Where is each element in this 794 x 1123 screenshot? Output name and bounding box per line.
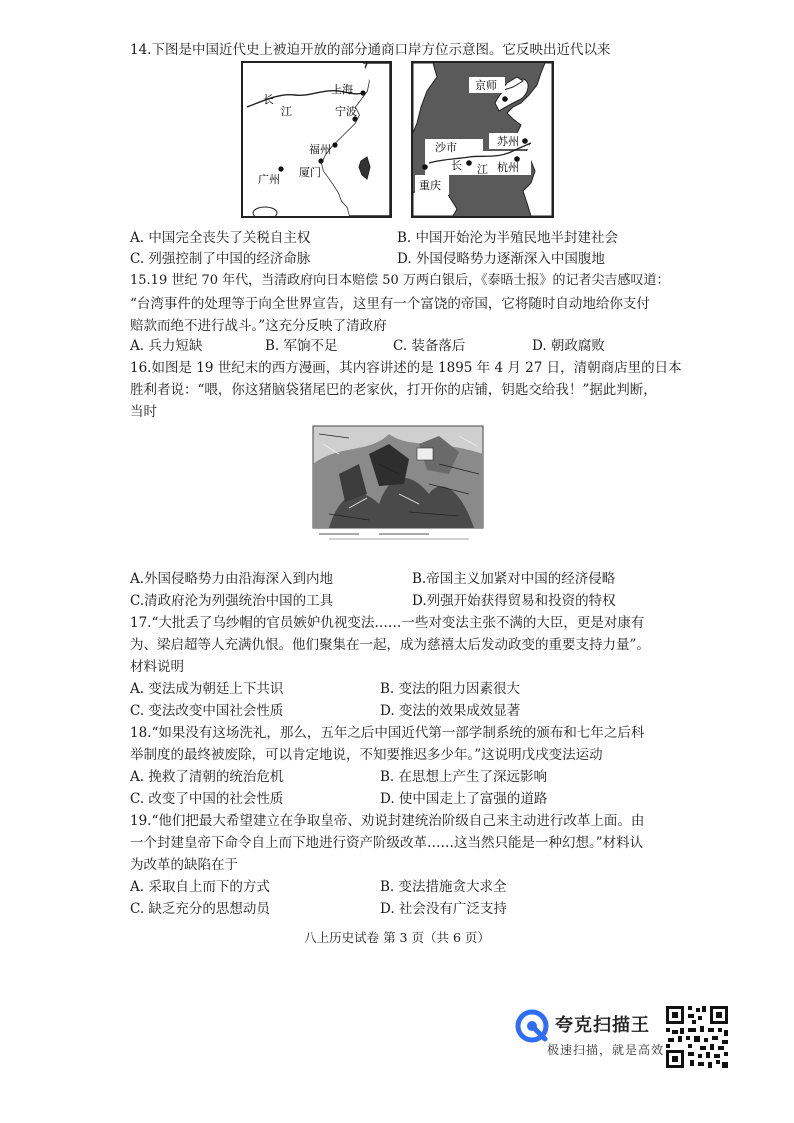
scanner-slogan: 极速扫描，就是高效: [547, 1043, 665, 1057]
q14-option-d[interactable]: D. 外国侵略势力逐渐深入中国腹地: [397, 251, 605, 267]
map-coastal-ports: [241, 61, 392, 218]
q16-line-2: 胜利者说：“喂，你这猪脑袋猪尾巴的老家伙，打开你的店铺，钥匙交给我！”据此判断，: [130, 382, 657, 398]
q15-line-2: “台湾事件的处理等于向全世界宣告，这里有一个富饶的帝国，它将随时自动地给你支付: [130, 296, 650, 312]
map2-label-shashi: 沙市: [435, 141, 457, 154]
map1-label-guangzhou: 广州: [258, 173, 280, 186]
q14-option-a[interactable]: A. 中国完全丧失了关税自主权: [130, 230, 311, 246]
scanner-watermark: [515, 1005, 665, 1070]
q19-line-3: 为改革的缺陷在于: [130, 857, 238, 873]
q17-option-d[interactable]: D. 变法的效果成效显著: [380, 703, 521, 719]
q17-line-2: 为、梁启超等人充满仇恨。他们聚集在一起，成为慈禧太后发动政变的重要支持力量”。: [130, 637, 650, 653]
q17-option-a[interactable]: A. 变法成为朝廷上下共识: [130, 681, 284, 697]
map1-label-ningbo: 宁波: [335, 105, 357, 118]
scanner-logo-icon: [515, 1009, 549, 1043]
q15-line-1: 15.19 世纪 70 年代，当清政府向日本赔偿 50 万两白银后，《泰晤士报》的记者尖吉感叹道：: [130, 273, 670, 288]
q14-stem: 14.下图是中国近代史上被迫开放的部分通商口岸方位示意图。它反映出近代以来: [130, 42, 611, 58]
q15-line-3: 赔款而绝不进行战斗。”这充分反映了清政府: [130, 318, 387, 334]
q18-option-d[interactable]: D. 使中国走上了富强的道路: [380, 791, 548, 807]
q16-option-b[interactable]: B.帝国主义加紧对中国的经济侵略: [412, 571, 616, 587]
q19-line-2: 一个封建皇帝下命令自上而下地进行资产阶级改革……这当然只能是一种幻想。”材料认: [130, 835, 644, 851]
q18-option-c[interactable]: C. 改变了中国的社会性质: [130, 791, 284, 807]
q15-option-d[interactable]: D. 朝政腐败: [532, 338, 605, 354]
q15-option-c[interactable]: C. 装备落后: [393, 338, 466, 354]
q19-line-1: 19.“他们把最大希望建立在争取皇帝、劝说封建统治阶级自己来主动进行改革上面。由: [130, 813, 645, 829]
q17-line-3: 材料说明: [130, 659, 184, 675]
q18-option-a[interactable]: A. 挽救了清朝的统治危机: [130, 769, 284, 785]
map2-label-suzhou: 苏州: [497, 135, 519, 148]
map1-label-fuzhou: 福州: [309, 143, 331, 156]
map1-label-shanghai: 上海: [331, 83, 353, 96]
q19-option-c[interactable]: C. 缺乏充分的思想动员: [130, 901, 270, 917]
q19-option-a[interactable]: A. 采取自上而下的方式: [130, 879, 270, 895]
map1-label-xiamen: 厦门: [299, 166, 321, 179]
scanner-app-name: 夸克扫描王: [555, 1015, 650, 1036]
map2-label-chongqing: 重庆: [419, 179, 441, 192]
cartoon-image: [309, 424, 487, 542]
q14-option-c[interactable]: C. 列强控制了中国的经济命脉: [130, 251, 311, 267]
q16-option-a[interactable]: A.外国侵略势力由沿海深入到内地: [130, 571, 334, 587]
map-inland-ports: [411, 61, 554, 218]
q14-option-b[interactable]: B. 中国开始沦为半殖民地半封建社会: [397, 230, 619, 246]
page-footer: 八上历史试卷 第 3 页（共 6 页）: [304, 930, 490, 945]
map2-label-chang: 长: [451, 159, 462, 172]
q19-option-b[interactable]: B. 变法措施贪大求全: [380, 879, 507, 895]
q16-line-1: 16.如图是 19 世纪末的西方漫画，其内容讲述的是 1895 年 4 月 27 日，清朝商店里的日本: [130, 360, 682, 376]
q17-option-b[interactable]: B. 变法的阻力因素很大: [380, 681, 521, 697]
q18-line-2: 举制度的最终被废除，可以肯定地说，不知要推迟多少年。”这说明戊戌变法运动: [130, 747, 603, 763]
q17-line-1: 17.“大批丢了乌纱帽的官员嫉妒仇视变法……一些对变法主张不满的大臣，更是对康有: [130, 615, 645, 631]
q17-option-c[interactable]: C. 变法改变中国社会性质: [130, 703, 284, 719]
map2-label-jingshi: 京师: [475, 79, 497, 92]
q15-option-a[interactable]: A. 兵力短缺: [130, 338, 203, 354]
map1-label-chang: 长: [263, 93, 274, 106]
q18-line-1: 18.“如果没有这场洗礼，那么，五年之后中国近代第一部学制系统的颁布和七年之后科: [130, 725, 645, 741]
q16-option-c[interactable]: C.清政府沦为列强统治中国的工具: [130, 593, 334, 609]
q16-option-d[interactable]: D.列强开始获得贸易和投资的特权: [412, 593, 616, 609]
map2-label-jiang: 江: [477, 163, 488, 176]
map2-label-hangzhou: 杭州: [497, 161, 519, 174]
q15-option-b[interactable]: B. 军饷不足: [265, 338, 338, 354]
map1-label-jiang: 江: [281, 105, 292, 118]
q18-option-b[interactable]: B. 在思想上产生了深远影响: [380, 769, 548, 785]
qr-code-icon[interactable]: [664, 1004, 730, 1070]
q16-line-3: 当时: [130, 404, 157, 420]
q19-option-d[interactable]: D. 社会没有广泛支持: [380, 901, 507, 917]
